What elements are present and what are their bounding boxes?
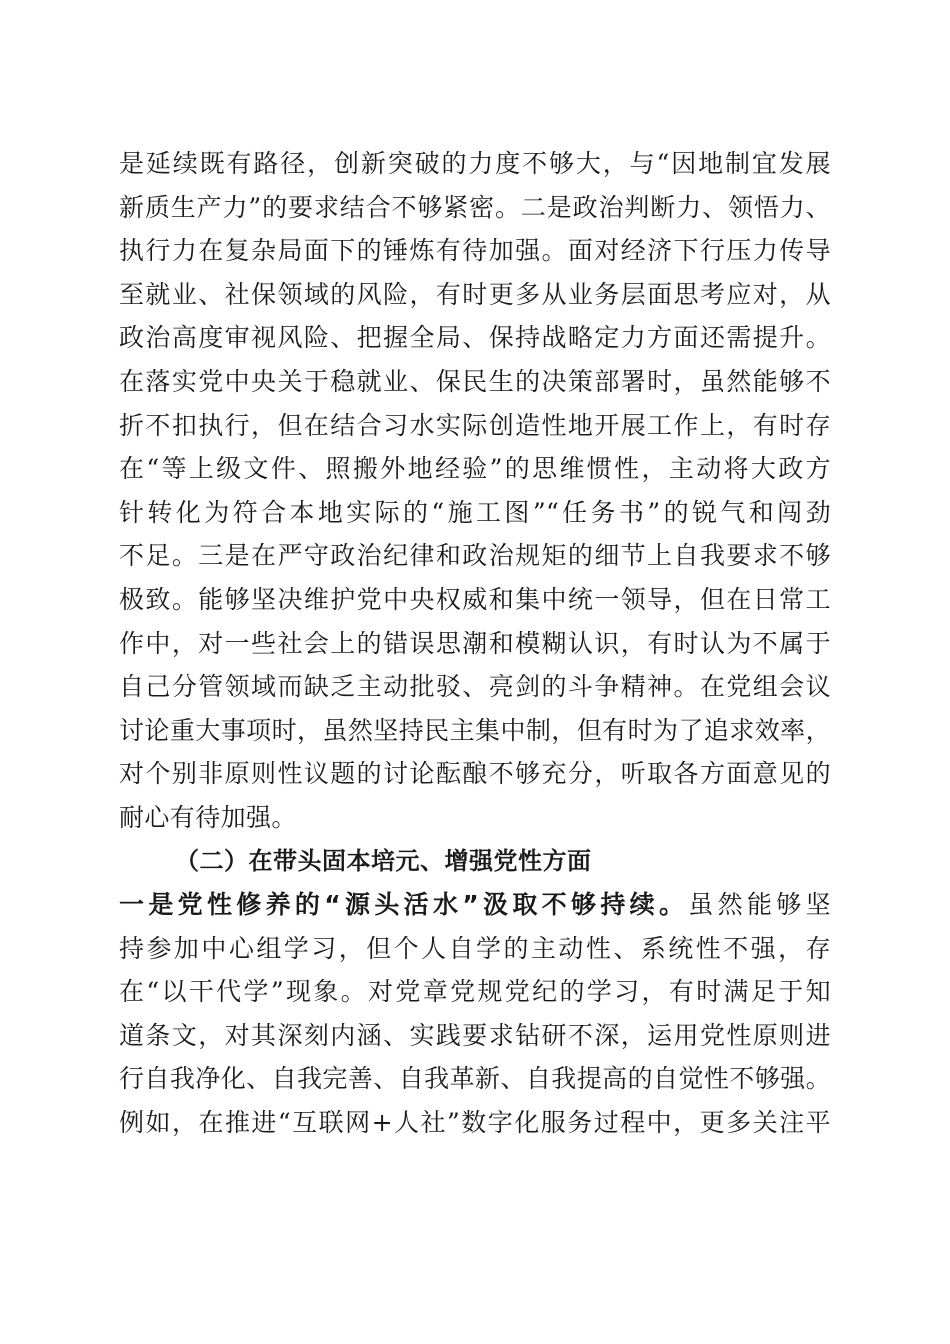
text-line: 至就业、社保领域的风险，有时更多从业务层面思考应对，从: [119, 279, 831, 309]
text-line: 在“等上级文件、照搬外地经验”的思维惯性，主动将大政方: [119, 454, 831, 484]
document-body: [119, 142, 831, 1145]
text-line: 行自我净化、自我完善、自我革新、自我提高的自觉性不够强。: [119, 1064, 831, 1094]
section-heading: （二）在带头固本培元、增强党性方面: [175, 846, 592, 875]
text-line: 在“以干代学”现象。对党章党规党纪的学习，有时满足于知: [119, 977, 831, 1007]
text-line: 对个别非原则性议题的讨论酝酿不够充分，听取各方面意见的: [119, 759, 831, 789]
text-line: 耐心有待加强。: [119, 802, 297, 832]
text-line: 折不扣执行，但在结合习水实际创造性地开展工作上，有时存: [119, 410, 831, 440]
text-line: 不足。三是在严守政治纪律和政治规矩的细节上自我要求不够: [119, 541, 831, 571]
text-line: 新质生产力”的要求结合不够紧密。二是政治判断力、领悟力、: [119, 192, 831, 222]
paragraph-lead-rest: 虽然能够坚: [688, 890, 831, 920]
paragraph-lead-sentence: 一是党性修养的“源头活水”汲取不够持续。: [119, 890, 689, 920]
text-line: 是延续既有路径，创新突破的力度不够大，与“因地制宜发展: [119, 149, 831, 178]
text-line: 持参加中心组学习，但个人自学的主动性、系统性不强，存: [119, 933, 831, 963]
text-line-lead: [119, 883, 831, 927]
text-line: 极致。能够坚决维护党中央权威和集中统一领导，但在日常工: [119, 584, 831, 614]
text-line: 在落实党中央关于稳就业、保民生的决策部署时，虽然能够不: [119, 366, 831, 396]
text-line: 执行力在复杂局面下的锤炼有待加强。面对经济下行压力传导: [119, 236, 831, 266]
text-line: 讨论重大事项时，虽然坚持民主集中制，但有时为了追求效率，: [119, 715, 831, 745]
paragraph-2: [119, 883, 831, 1145]
paragraph-1: [119, 142, 831, 840]
text-line: 政治高度审视风险、把握全局、保持战略定力方面还需提升。: [119, 323, 831, 353]
text-line: 针转化为符合本地实际的“施工图”“任务书”的锐气和闯劲: [119, 497, 831, 527]
text-line: 例如，在推进“互联网+人社”数字化服务过程中，更多关注平: [119, 1108, 831, 1138]
text-line: 道条文，对其深刻内涵、实践要求钻研不深，运用党性原则进: [119, 1020, 831, 1050]
text-line: 作中，对一些社会上的错误思潮和模糊认识，有时认为不属于: [119, 628, 831, 658]
text-line: 自己分管领域而缺乏主动批驳、亮剑的斗争精神。在党组会议: [119, 672, 831, 702]
